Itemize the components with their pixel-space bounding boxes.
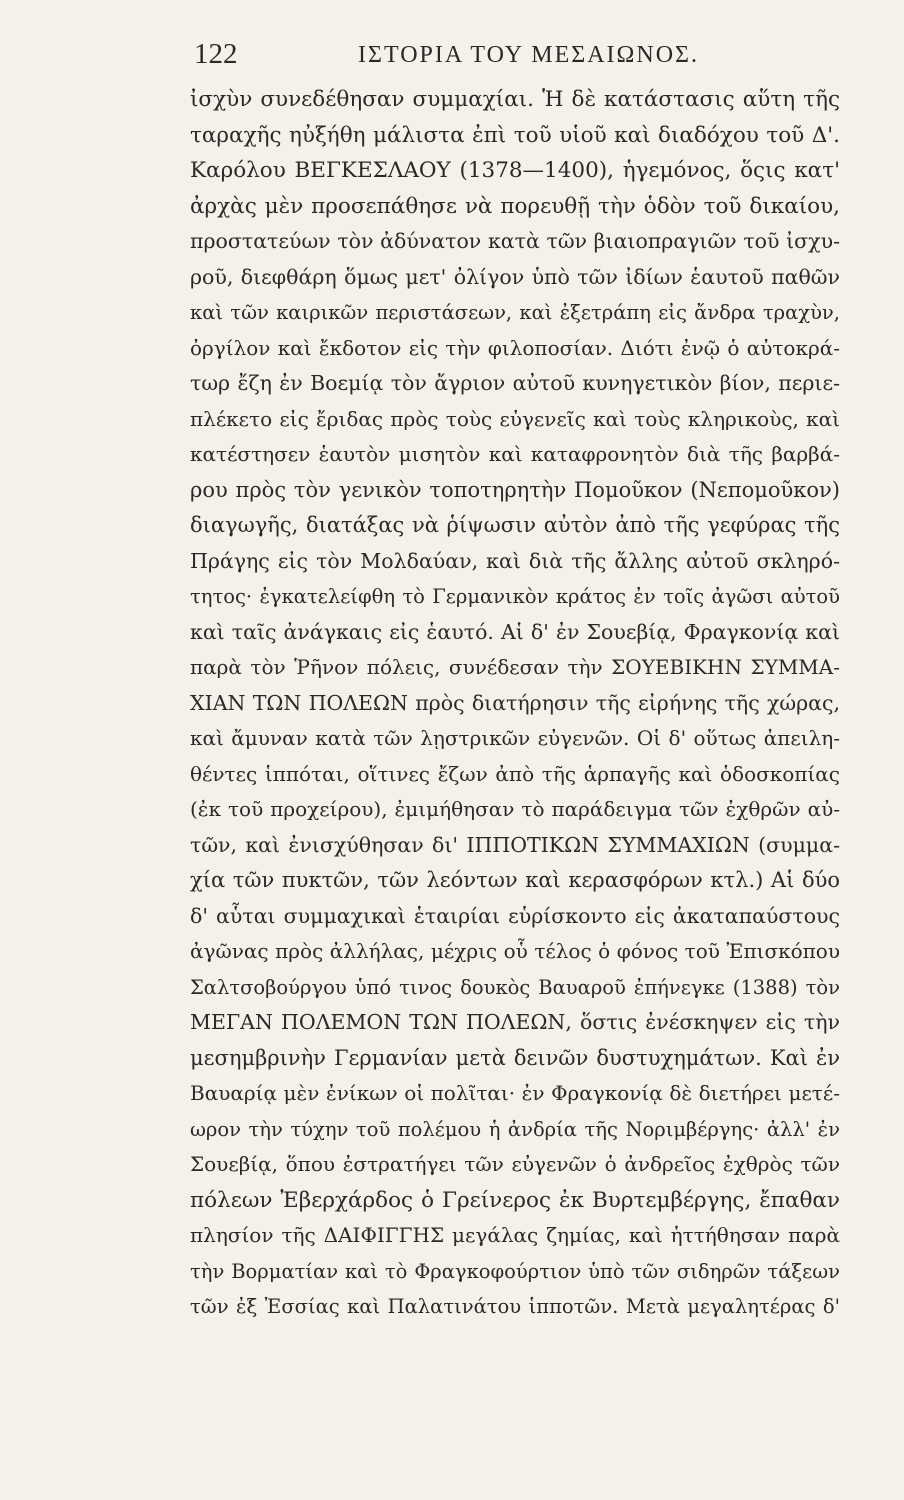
text-line: τητος· ἐγκατελείφθη τὸ Γερμανικὸν κράτος ἐν τοῖς ἀγῶσι αὐτοῦ [190, 585, 840, 608]
text-line: παρὰ τὸν Ῥῆνον πόλεις, συνέδεσαν τὴν ΣΟΥΕΒΙΚΗΝ ΣΥΜΜΑ- [190, 655, 840, 679]
text-line: ΧΙΑΝ ΤΩΝ ΠΟΛΕΩΝ πρὸς διατήρησιν τῆς εἰρήνης τῆς χώρας, [190, 690, 840, 715]
text-line: τῶν ἐξ Ἐσσίας καὶ Παλατινάτου ἱπποτῶν. Μετὰ μεγαλητέρας δ' [190, 1295, 840, 1318]
text-line: ὀργίλον καὶ ἔκδοτον εἰς τὴν φιλοποσίαν. Διότι ἐνῷ ὁ αὐτοκρά- [190, 335, 840, 360]
text-line: Καρόλου ΒΕΓΚΕΣΛΑΟΥ (1378—1400), ἡγεμόνος, ὅςις κατ' [190, 158, 840, 183]
text-line: διαγωγῆς, διατάξας νὰ ῥίψωσιν αὐτὸν ἀπὸ τῆς γεφύρας τῆς [190, 513, 840, 537]
text-line: καὶ ταῖς ἀνάγκαις εἰς ἑαυτό. Αἱ δ' ἐν Σουεβίᾳ, Φραγκονίᾳ καὶ [190, 619, 840, 644]
text-line: ἀρχὰς μὲν προσεπάθησε νὰ πορευθῇ τὴν ὁδὸν τοῦ δικαίου, [190, 193, 840, 219]
text-line: καὶ ἄμυναν κατὰ τῶν λῃστρικῶν εὐγενῶν. Οἱ δ' οὕτως ἀπειλη- [190, 726, 840, 750]
text-line: προστατεύων τὸν ἀδύνατον κατὰ τῶν βιαιοπραγιῶν τοῦ ἰσχυ- [190, 229, 840, 253]
text-line: τωρ ἔζη ἐν Βοεμίᾳ τὸν ἄγριον αὐτοῦ κυνηγετικὸν βίον, περιε- [190, 371, 840, 395]
text-line: θέντες ἱππόται, οἵτινες ἔζων ἀπὸ τῆς ἁρπαγῆς καὶ ὁδοσκοπίας [190, 761, 840, 786]
text-line: ρου πρὸς τὸν γενικὸν τοποτηρητὴν Πομοῦκον (Νεπομοῦκον) [190, 477, 840, 502]
text-line: ἰσχὺν συνεδέθησαν συμμαχίαι. Ἡ δὲ κατάστασις αὕτη τῆς [190, 87, 840, 112]
body-text [190, 82, 840, 1325]
text-line: (ἐκ τοῦ προχείρου), ἐμιμήθησαν τὸ παράδειγμα τῶν ἐχθρῶν αὐ- [190, 797, 840, 821]
text-line: κατέστησεν ἑαυτὸν μισητὸν καὶ καταφρονητὸν διὰ τῆς βαρβά- [190, 442, 840, 466]
text-line: καὶ τῶν καιρικῶν περιστάσεων, καὶ ἐξετράπη εἰς ἄνδρα τραχὺν, [190, 301, 840, 324]
text-line: χία τῶν πυκτῶν, τῶν λεόντων καὶ κερασφόρων κτλ.) Αἱ δύο [190, 868, 840, 892]
text-line: ΜΕΓΑΝ ΠΟΛΕΜΟΝ ΤΩΝ ΠΟΛΕΩΝ, ὅστις ἐνέσκηψεν εἰς τὴν [190, 1010, 840, 1034]
text-line: τὴν Βορματίαν καὶ τὸ Φραγκοφούρτιον ὑπὸ τῶν σιδηρῶν τάξεων [190, 1259, 840, 1283]
text-line: μεσημβρινὴν Γερμανίαν μετὰ δεινῶν δυστυχημάτων. Καὶ ἐν [190, 1045, 840, 1070]
text-line: τῶν, καὶ ἐνισχύθησαν δι' ΙΠΠΟΤΙΚΩΝ ΣΥΜΜΑΧΙΩΝ (συμμα- [190, 832, 840, 857]
text-line: πόλεων Ἐβερχάρδος ὁ Γρείνερος ἐκ Βυρτεμβέργης, ἔπαθαν [190, 1187, 840, 1213]
page-header [190, 34, 840, 78]
text-line: πλησίον τῆς ΔΑΙΦΙΓΓΗΣ μεγάλας ζημίας, καὶ ἡττήθησαν παρὰ [190, 1223, 840, 1247]
text-line: Σουεβίᾳ, ὅπου ἐστρατήγει τῶν εὐγενῶν ὁ ἀνδρεῖος ἐχθρὸς τῶν [190, 1152, 840, 1176]
text-line: Πράγης εἰς τὸν Μολδαύαν, καὶ διὰ τῆς ἄλλης αὐτοῦ σκληρό- [190, 548, 840, 573]
running-title: ΙΣΤΟΡΙΑ ΤΟΥ ΜΕΣΑΙΩΝΟΣ. [358, 42, 699, 68]
text-line: Σαλτσοβούργου ὑπό τινος δουκὸς Βαυαροῦ ἐπήνεγκε (1388) τὸν [190, 975, 840, 999]
text-line: ωρον τὴν τύχην τοῦ πολέμου ἡ ἀνδρία τῆς Νοριμβέργης· ἀλλ' ἐν [190, 1117, 840, 1141]
text-line: ροῦ, διεφθάρη ὅμως μετ' ὀλίγον ὑπὸ τῶν ἰδίων ἑαυτοῦ παθῶν [190, 264, 840, 289]
text-line: ἀγῶνας πρὸς ἀλλήλας, μέχρις οὗ τέλος ὁ φόνος τοῦ Ἐπισκόπου [190, 939, 840, 963]
text-line: πλέκετο εἰς ἔριδας πρὸς τοὺς εὐγενεῖς καὶ τοὺς κληρικοὺς, καὶ [190, 406, 840, 431]
text-line: δ' αὗται συμμαχικαὶ ἑταιρίαι εὑρίσκοντο εἰς ἀκαταπαύστους [190, 903, 840, 928]
text-line: Βαυαρίᾳ μὲν ἐνίκων οἱ πολῖται· ἐν Φραγκονίᾳ δὲ διετήρει μετέ- [190, 1081, 840, 1105]
page-number: 122 [194, 38, 238, 70]
text-line: ταραχῆς ηὐξήθη μάλιστα ἐπὶ τοῦ υἱοῦ καὶ διαδόχου τοῦ Δ'. [190, 122, 840, 148]
